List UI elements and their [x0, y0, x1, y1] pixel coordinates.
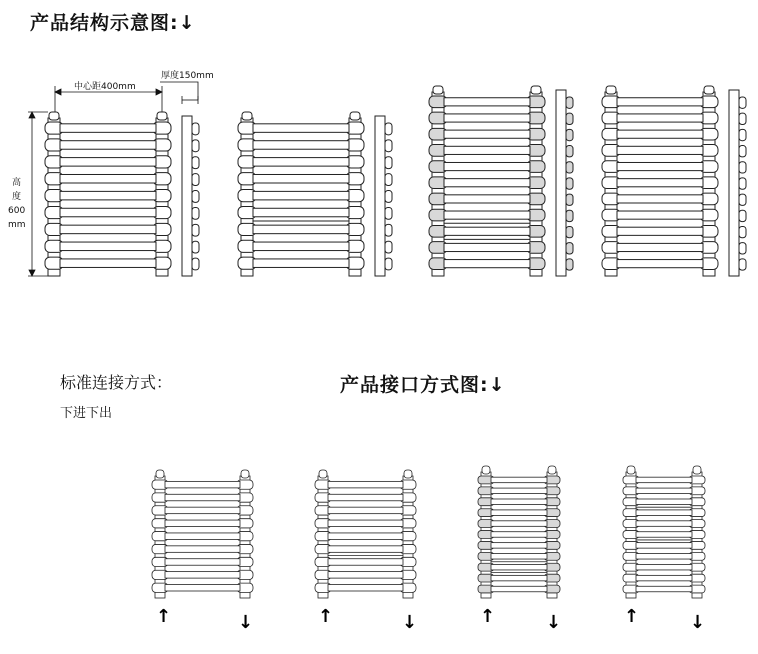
radiator-tube — [60, 141, 156, 150]
radiator-tube — [60, 259, 156, 268]
inlet-arrow-4: ↑ — [624, 606, 640, 627]
radiator-tube — [444, 243, 530, 251]
radiator-cap — [606, 86, 616, 94]
radiator-tube — [165, 572, 240, 578]
radiator-tube — [636, 575, 692, 580]
inlet-arrow-1: ↑ — [156, 606, 172, 627]
thickness-label: 厚度150mm — [161, 71, 214, 81]
center-distance-label: 中心距400mm — [74, 82, 136, 92]
radiator-tube — [328, 533, 403, 539]
side-profile-fin — [566, 162, 573, 173]
radiator-cap — [242, 112, 252, 120]
radiator-tube — [617, 227, 703, 235]
side-profile-fin — [739, 243, 746, 254]
side-profile-fin — [566, 210, 573, 221]
side-profile-fin — [566, 129, 573, 140]
radiator-tube — [328, 585, 403, 591]
radiator-cap — [156, 470, 164, 478]
radiator-tube — [491, 477, 547, 482]
side-profile-body — [556, 90, 566, 276]
radiator-tube — [636, 477, 692, 482]
radiator-tube — [60, 158, 156, 167]
radiator-tube — [253, 141, 349, 150]
outlet-arrow-3: ↓ — [546, 612, 562, 633]
side-profile-fin — [385, 174, 392, 186]
radiator-cap — [319, 470, 327, 478]
side-profile-fin — [739, 113, 746, 124]
radiator-tube — [165, 533, 240, 539]
radiator-drawings — [45, 86, 746, 598]
radiator-tube — [636, 564, 692, 569]
side-profile-fin — [192, 123, 199, 135]
side-profile-fin — [566, 194, 573, 205]
height-label-line-4: mm — [8, 220, 26, 230]
side-profile-fin — [739, 194, 746, 205]
outlet-arrow-4: ↓ — [690, 612, 706, 633]
radiator-cap — [531, 86, 541, 94]
radiator-tube — [165, 559, 240, 565]
side-profile-fin — [566, 97, 573, 108]
outlet-arrow-2: ↓ — [402, 612, 418, 633]
radiator-tube — [617, 260, 703, 268]
radiator-tube — [60, 124, 156, 133]
side-profile-fin — [566, 226, 573, 237]
side-profile-fin — [566, 243, 573, 254]
radiator-tube — [444, 162, 530, 170]
side-profile-fin — [739, 226, 746, 237]
radiator-tube — [60, 242, 156, 251]
radiator-tube — [328, 481, 403, 487]
side-profile-fin — [385, 258, 392, 270]
radiator-tube — [636, 521, 692, 526]
radiator-tube — [253, 208, 349, 217]
radiator-cap — [404, 470, 412, 478]
side-profile-fin — [566, 259, 573, 270]
radiator-tube — [328, 572, 403, 578]
radiator-tube — [617, 162, 703, 170]
radiator-tube — [636, 499, 692, 504]
radiator-tube — [60, 208, 156, 217]
radiator-tube — [636, 532, 692, 537]
radiator-tube — [328, 546, 403, 552]
radiator-tube — [491, 564, 547, 569]
radiator-cap — [49, 112, 59, 120]
side-profile-fin — [192, 207, 199, 219]
radiator-tube — [444, 195, 530, 203]
radiator-tube — [444, 179, 530, 187]
radiator-tube — [444, 130, 530, 138]
height-label-line-3: 600 — [8, 206, 26, 216]
radiator-tube — [491, 532, 547, 537]
side-profile-fin — [192, 224, 199, 236]
radiator-tube — [165, 481, 240, 487]
height-label-line-1: 高 — [12, 178, 22, 188]
side-profile-fin — [566, 113, 573, 124]
side-profile-fin — [739, 259, 746, 270]
radiator-tube — [60, 174, 156, 183]
radiator-tube — [444, 114, 530, 122]
radiator-tube — [444, 211, 530, 219]
radiator-tube — [165, 494, 240, 500]
radiator-tube — [444, 98, 530, 106]
radiator-tube — [636, 488, 692, 493]
radiator-tube — [617, 243, 703, 251]
side-profile-fin — [192, 174, 199, 186]
side-profile-fin — [739, 129, 746, 140]
radiator-tube — [60, 191, 156, 200]
radiator-tube — [491, 488, 547, 493]
radiator-tube — [253, 225, 349, 234]
radiator-tube — [165, 507, 240, 513]
outlet-arrow-1: ↓ — [238, 612, 254, 633]
radiator-tube — [60, 225, 156, 234]
side-profile-fin — [192, 258, 199, 270]
radiator-tube — [253, 242, 349, 251]
inlet-arrow-2: ↑ — [318, 606, 334, 627]
standard-connection-label: 标准连接方式： — [60, 373, 173, 392]
radiator-tube — [491, 586, 547, 591]
radiator-tube — [165, 520, 240, 526]
radiator-tube — [636, 510, 692, 515]
radiator-tube — [617, 146, 703, 154]
side-profile-fin — [739, 97, 746, 108]
radiator-tube — [165, 585, 240, 591]
radiator-tube — [491, 510, 547, 515]
side-profile-fin — [385, 157, 392, 169]
radiator-cap — [350, 112, 360, 120]
radiator-tube — [617, 211, 703, 219]
radiator-tube — [444, 260, 530, 268]
side-profile-fin — [385, 241, 392, 253]
side-profile-fin — [385, 207, 392, 219]
radiator-tube — [617, 179, 703, 187]
radiator-tube — [491, 575, 547, 580]
side-profile-fin — [739, 162, 746, 173]
side-profile-fin — [739, 210, 746, 221]
connection-method-text: 下进下出 — [60, 406, 113, 421]
structure-diagram-title: 产品结构示意图:↓ — [30, 12, 196, 34]
radiator-tube — [491, 543, 547, 548]
radiator-tube — [253, 124, 349, 133]
radiator-cap — [704, 86, 714, 94]
radiator-tube — [253, 191, 349, 200]
radiator-tube — [636, 586, 692, 591]
radiator-tube — [617, 195, 703, 203]
radiator-tube — [444, 146, 530, 154]
radiator-tube — [328, 507, 403, 513]
side-profile-fin — [566, 146, 573, 157]
radiator-tube — [617, 98, 703, 106]
radiator-cap — [482, 466, 490, 474]
radiator-tube — [617, 114, 703, 122]
radiator-tube — [491, 554, 547, 559]
side-profile-fin — [739, 146, 746, 157]
side-profile-fin — [192, 191, 199, 203]
radiator-tube — [253, 174, 349, 183]
radiator-tube — [444, 227, 530, 235]
side-profile-fin — [385, 191, 392, 203]
radiator-tube — [636, 554, 692, 559]
radiator-tube — [253, 259, 349, 268]
radiator-tube — [491, 499, 547, 504]
radiator-cap — [241, 470, 249, 478]
radiator-cap — [548, 466, 556, 474]
side-profile-body — [375, 116, 385, 276]
radiator-cap — [157, 112, 167, 120]
side-profile-fin — [192, 140, 199, 152]
radiator-tube — [253, 158, 349, 167]
side-profile-body — [182, 116, 192, 276]
radiator-tube — [328, 520, 403, 526]
side-profile-fin — [739, 178, 746, 189]
radiator-tube — [636, 543, 692, 548]
side-profile-body — [729, 90, 739, 276]
radiator-tube — [328, 559, 403, 565]
radiator-tube — [617, 130, 703, 138]
radiator-tube — [328, 494, 403, 500]
height-label-line-2: 度 — [12, 192, 22, 202]
side-profile-fin — [192, 241, 199, 253]
side-profile-fin — [192, 157, 199, 169]
radiator-cap — [627, 466, 635, 474]
side-profile-fin — [385, 140, 392, 152]
side-profile-fin — [385, 224, 392, 236]
side-profile-fin — [385, 123, 392, 135]
radiator-cap — [433, 86, 443, 94]
radiator-cap — [693, 466, 701, 474]
radiator-tube — [165, 546, 240, 552]
inlet-arrow-3: ↑ — [480, 606, 496, 627]
interface-diagram-title: 产品接口方式图:↓ — [340, 374, 506, 396]
side-profile-fin — [566, 178, 573, 189]
radiator-tube — [491, 521, 547, 526]
